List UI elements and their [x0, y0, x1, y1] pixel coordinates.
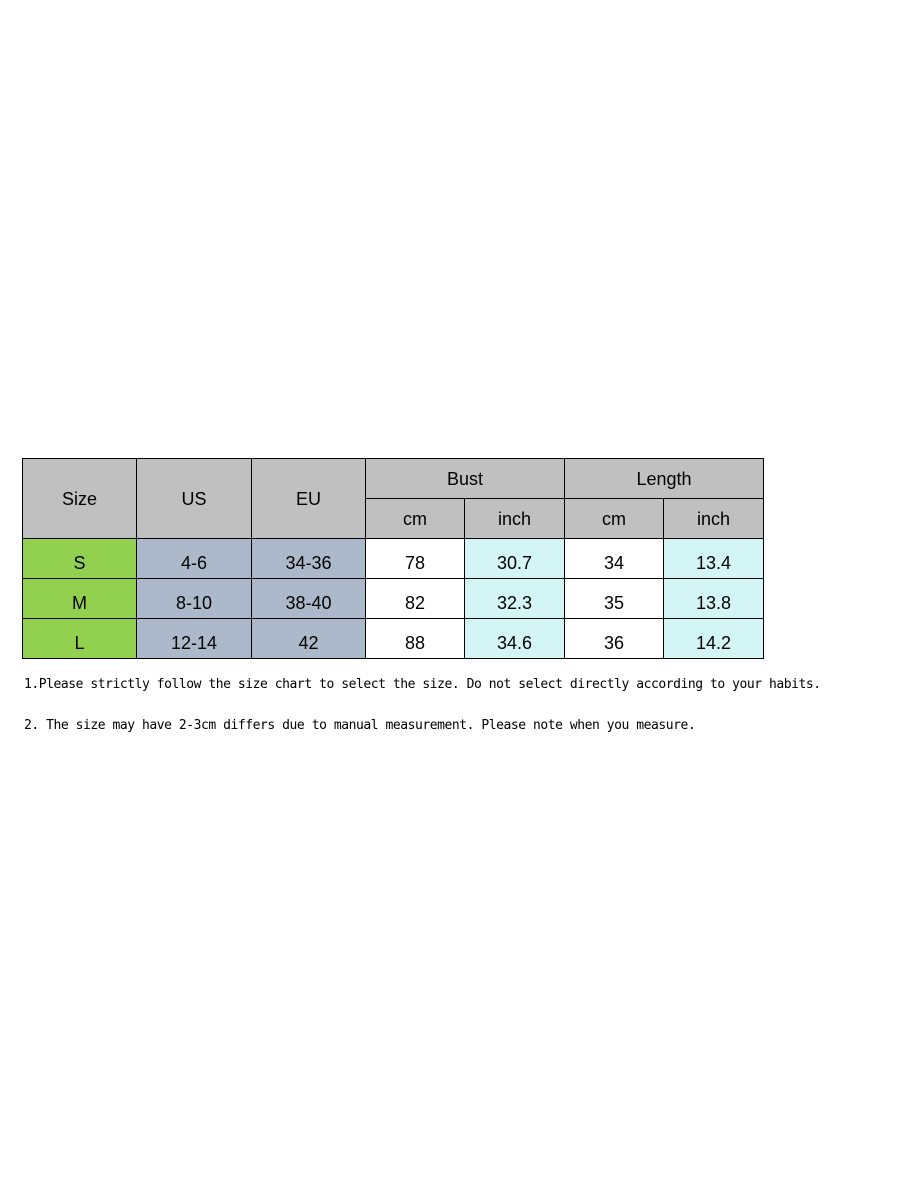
- header-size: Size: [23, 459, 137, 539]
- cell-length-cm: 34: [565, 539, 664, 579]
- cell-length-inch: 13.4: [664, 539, 764, 579]
- table-row: [23, 539, 764, 579]
- size-note-1: 1.Please strictly follow the size chart to select the size. Do not select directly according to your habits.: [24, 677, 821, 692]
- cell-bust-cm: 88: [366, 619, 465, 659]
- cell-eu: 42: [252, 619, 366, 659]
- cell-bust-cm: 82: [366, 579, 465, 619]
- cell-bust-inch: 34.6: [465, 619, 565, 659]
- size-note-2: 2. The size may have 2-3cm differs due to manual measurement. Please note when you measure.: [24, 718, 696, 733]
- cell-eu: 34-36: [252, 539, 366, 579]
- cell-us: 12-14: [137, 619, 252, 659]
- header-eu: EU: [252, 459, 366, 539]
- table-row: [23, 619, 764, 659]
- cell-bust-inch: 32.3: [465, 579, 565, 619]
- cell-us: 8-10: [137, 579, 252, 619]
- cell-length-cm: 36: [565, 619, 664, 659]
- header-bust: Bust: [366, 459, 565, 499]
- header-length: Length: [565, 459, 764, 499]
- header-length-cm: cm: [565, 499, 664, 539]
- header-bust-cm: cm: [366, 499, 465, 539]
- cell-bust-inch: 30.7: [465, 539, 565, 579]
- size-chart-table: [22, 458, 764, 659]
- cell-eu: 38-40: [252, 579, 366, 619]
- header-length-inch: inch: [664, 499, 764, 539]
- cell-size: S: [23, 539, 137, 579]
- cell-size: L: [23, 619, 137, 659]
- header-us: US: [137, 459, 252, 539]
- header-bust-inch: inch: [465, 499, 565, 539]
- cell-length-cm: 35: [565, 579, 664, 619]
- cell-us: 4-6: [137, 539, 252, 579]
- table-header-row-top: [23, 459, 764, 499]
- cell-length-inch: 13.8: [664, 579, 764, 619]
- cell-length-inch: 14.2: [664, 619, 764, 659]
- table-row: [23, 579, 764, 619]
- cell-size: M: [23, 579, 137, 619]
- cell-bust-cm: 78: [366, 539, 465, 579]
